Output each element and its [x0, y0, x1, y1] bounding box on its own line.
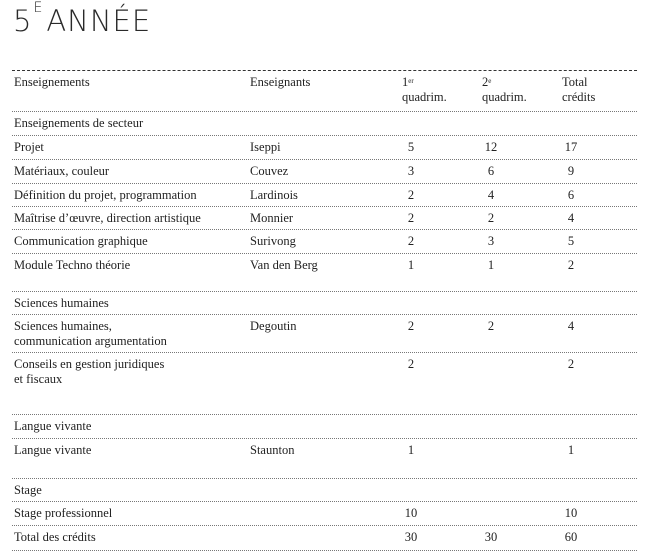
teacher-name: Iseppi: [250, 140, 281, 154]
total-row: [12, 526, 637, 551]
credits-q1: 1: [407, 258, 415, 272]
table-row: [12, 207, 637, 230]
section-title: Sciences humaines: [14, 296, 109, 310]
header-enseignements: Enseignements: [14, 75, 90, 89]
credits-q1: 10: [404, 506, 418, 520]
credits-q1: 2: [407, 211, 415, 225]
table-row: [12, 353, 637, 415]
header-total-credits: Total crédits: [562, 75, 596, 104]
course-name: Maîtrise d’œuvre, direction artistique: [14, 211, 201, 225]
table-header: [12, 70, 637, 112]
credits-total: 17: [564, 140, 578, 154]
section-row: [12, 292, 637, 315]
credits-total: 6: [567, 188, 575, 202]
section-title: Stage: [14, 483, 42, 497]
credits-q2: 30: [484, 530, 498, 544]
title-text: ANNÉE: [46, 4, 152, 38]
table-row: [12, 136, 637, 160]
teacher-name: Degoutin: [250, 319, 297, 333]
course-name: Langue vivante: [14, 443, 92, 457]
credits-q1: 2: [407, 357, 415, 371]
course-name: Projet: [14, 140, 44, 154]
section-row: [12, 479, 637, 502]
table-row: [12, 230, 637, 254]
table-row: [12, 254, 637, 292]
total-label: Total des crédits: [14, 530, 96, 544]
credits-total: 10: [564, 506, 578, 520]
teacher-name: Surivong: [250, 234, 296, 248]
credits-q2: 12: [484, 140, 498, 154]
course-name: Sciences humaines, communication argumentation: [14, 319, 167, 348]
course-name: Conseils en gestion juridiques et fiscaux: [14, 357, 165, 386]
course-name: Matériaux, couleur: [14, 164, 110, 178]
credits-total: 4: [567, 319, 575, 333]
credits-total: 5: [567, 234, 575, 248]
table-row: [12, 184, 637, 207]
credits-q2: 2: [487, 319, 495, 333]
teacher-name: Van den Berg: [250, 258, 318, 272]
credits-q2: 6: [487, 164, 495, 178]
credits-q1: 2: [407, 188, 415, 202]
credits-q1: 2: [407, 319, 415, 333]
page-title: [13, 0, 152, 38]
header-quadrim-1: 1er quadrim.: [402, 75, 447, 104]
section-row: [12, 112, 637, 136]
credits-total: 60: [564, 530, 578, 544]
section-title: Langue vivante: [14, 419, 92, 433]
credits-q1: 30: [404, 530, 418, 544]
credits-q1: 2: [407, 234, 415, 248]
credits-total: 2: [567, 258, 575, 272]
credits-total: 4: [567, 211, 575, 225]
credits-table: [12, 70, 637, 551]
credits-q2: 4: [487, 188, 495, 202]
course-name: Communication graphique: [14, 234, 148, 248]
course-name: Module Techno théorie: [14, 258, 131, 272]
credits-q2: 2: [487, 211, 495, 225]
teacher-name: Couvez: [250, 164, 289, 178]
table-row: [12, 439, 637, 479]
course-name: Stage professionnel: [14, 506, 113, 520]
teacher-name: Monnier: [250, 211, 294, 225]
credits-q1: 1: [407, 443, 415, 457]
course-name: Définition du projet, programmation: [14, 188, 197, 202]
credits-total: 9: [567, 164, 575, 178]
table-row: [12, 315, 637, 353]
credits-q1: 5: [407, 140, 415, 154]
credits-total: 1: [567, 443, 575, 457]
header-quadrim-2: 2e quadrim.: [482, 75, 527, 104]
credits-total: 2: [567, 357, 575, 371]
title-number: 5: [13, 4, 33, 38]
table-row: [12, 160, 637, 184]
title-superscript: E: [33, 0, 44, 16]
credits-q1: 3: [407, 164, 415, 178]
teacher-name: Lardinois: [250, 188, 298, 202]
section-title: Enseignements de secteur: [14, 116, 144, 130]
table-row: [12, 502, 637, 526]
credits-q2: 3: [487, 234, 495, 248]
header-enseignants: Enseignants: [250, 75, 311, 89]
teacher-name: Staunton: [250, 443, 295, 457]
credits-q2: 1: [487, 258, 495, 272]
section-row: [12, 415, 637, 439]
